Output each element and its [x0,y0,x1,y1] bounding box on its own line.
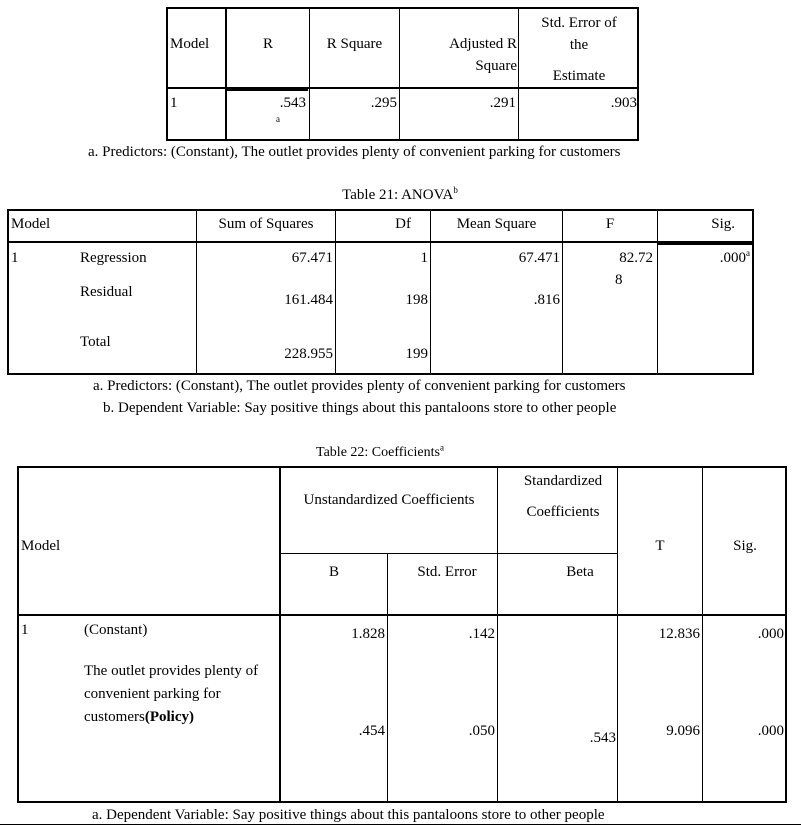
value-r: .543 [279,95,306,111]
anova-header-mean-square: Mean Square [456,216,537,232]
model-summary-footnote: a. Predictors: (Constant), The outlet provides plenty of convenient parking for customers [88,144,621,160]
coefficients-header-beta: Beta [566,564,594,580]
anova-regression-f: 82.72 [619,250,653,266]
anova-footnote-a: a. Predictors: (Constant), The outlet provides plenty of convenient parking for customers [93,378,626,394]
anova-header-sum-of-squares: Sum of Squares [218,216,314,232]
header-std-error-3: Estimate [552,68,606,84]
coefficients-policy-sig: .000 [757,723,784,739]
anova-header-model: Model [11,216,51,232]
coefficients-row-constant-label: (Constant) [84,622,148,638]
anova-total-df: 199 [405,346,428,362]
header-std-error-2: the [569,37,589,53]
anova-regression-sig: .000$^a$ [719,248,750,266]
header-std-error: Std. Error of [541,15,617,31]
coefficients-row-policy-label-3: customers(Policy) [84,709,194,725]
anova-footnote-b: b. Dependent Variable: Say positive things about this pantaloons store to other people [103,400,617,416]
coefficients-header-t: T [655,538,665,554]
anova-title: Table 21: ANOVA$^b$ [342,185,458,203]
coefficients-row-policy-label: The outlet provides plenty of [84,663,259,679]
coefficients-policy-b: .454 [358,723,385,739]
value-std-error: .903 [610,95,637,111]
anova-header-df: Df [395,216,411,232]
value-adjusted-r-square: .291 [489,95,516,111]
header-r-square: R Square [326,36,383,52]
coefficients-header-model: Model [21,538,61,554]
anova-regression-ms: 67.471 [518,250,560,266]
anova-regression-ss: 67.471 [291,250,333,266]
coefficients-constant-t: 12.836 [658,626,700,642]
coefficients-header-standardized-2: Coefficients [526,504,600,520]
coefficients-constant-std-error: .142 [468,626,495,642]
page-bottom-rule [0,824,801,825]
anova-residual-ms: .816 [533,292,560,308]
anova-header-sig: Sig. [711,216,735,232]
coefficients-header-std-error: Std. Error [417,564,477,580]
coefficients-constant-b: 1.828 [351,626,385,642]
value-r-sup: a [276,114,280,124]
coefficients-constant-sig: .000 [757,626,784,642]
anova-residual-df: 198 [405,292,428,308]
coefficients-footnote: a. Dependent Variable: Say positive things about this pantaloons store to other people [92,807,605,823]
coefficients-header-sig: Sig. [733,538,757,554]
value-r-square: .295 [370,95,397,111]
coefficients-header-standardized: Standardized [523,473,603,489]
sig-cell-highlight [658,241,752,245]
coefficients-header-unstandardized: Unstandardized Coefficients [303,492,475,508]
anova-residual-ss: 161.484 [284,292,333,308]
anova-row-total-label: Total [80,334,111,350]
anova-header-f: F [605,216,615,232]
r-cell-highlight [227,87,308,91]
anova-row-regression-label: Regression [80,250,147,266]
header-adjusted-r-2: Square [475,58,517,74]
coefficients-model-number: 1 [21,622,29,638]
row-model: 1 [170,95,178,111]
header-r: R [262,36,273,52]
anova-total-ss: 228.955 [284,346,333,362]
coefficients-policy-t: 9.096 [666,723,700,739]
coefficients-policy-beta: .543 [589,730,616,746]
anova-model-number: 1 [11,250,19,266]
coefficients-row-policy-label-2: convenient parking for [84,686,221,702]
coefficients-header-b: B [328,564,339,580]
anova-header-divider [7,241,754,243]
anova-regression-df: 1 [420,250,428,266]
header-adjusted-r: Adjusted R [449,36,517,52]
anova-row-residual-label: Residual [80,284,133,300]
coefficients-policy-std-error: .050 [468,723,495,739]
anova-regression-f-2: 8 [615,272,623,288]
coefficients-title: Table 22: Coefficients$^a$ [316,442,444,460]
coefficients-header-divider [17,614,787,616]
header-model: Model [170,36,210,52]
